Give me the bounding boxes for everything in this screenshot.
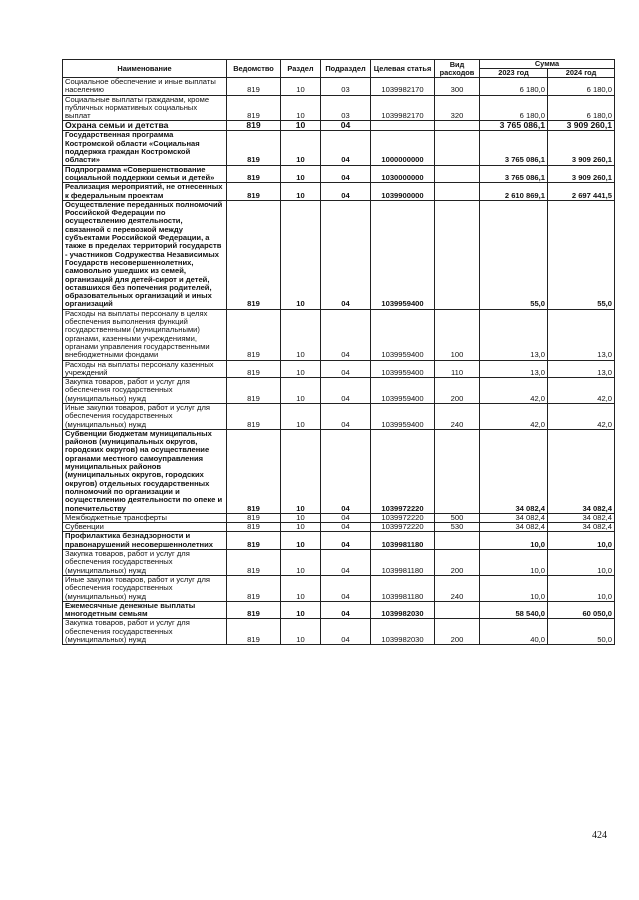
cell-razd: 10 xyxy=(281,200,321,309)
cell-razd: 10 xyxy=(281,575,321,601)
cell-y2024: 50,0 xyxy=(548,619,615,645)
cell-name: Расходы на выплаты персоналу казенных учреждений xyxy=(63,360,227,378)
cell-y2024: 60 050,0 xyxy=(548,601,615,619)
cell-vr: 110 xyxy=(435,360,480,378)
cell-vr xyxy=(435,121,480,131)
table-row xyxy=(63,309,615,360)
cell-cs: 1039959400 xyxy=(371,360,435,378)
cell-ved: 819 xyxy=(227,575,281,601)
cell-name: Ежемесячные денежные выплаты многодетным семьям xyxy=(63,601,227,619)
cell-name: Охрана семьи и детства xyxy=(63,121,227,131)
header-summa: Сумма xyxy=(480,60,615,69)
cell-cs: 1039972220 xyxy=(371,523,435,532)
cell-razd: 10 xyxy=(281,131,321,165)
table-row xyxy=(63,200,615,309)
cell-podr: 04 xyxy=(321,309,371,360)
cell-cs: 1039959400 xyxy=(371,200,435,309)
cell-y2023: 3 765 086,1 xyxy=(480,131,548,165)
table-row xyxy=(63,575,615,601)
cell-name: Подпрограмма «Совершенствование социальной поддержки семьи и детей» xyxy=(63,165,227,183)
cell-y2024: 42,0 xyxy=(548,378,615,404)
cell-ved: 819 xyxy=(227,513,281,522)
cell-ved: 819 xyxy=(227,550,281,576)
cell-cs xyxy=(371,121,435,131)
cell-vr: 200 xyxy=(435,619,480,645)
cell-y2023: 10,0 xyxy=(480,575,548,601)
cell-razd: 10 xyxy=(281,183,321,201)
cell-vr xyxy=(435,532,480,550)
cell-y2024: 13,0 xyxy=(548,309,615,360)
cell-razd: 10 xyxy=(281,309,321,360)
cell-razd: 10 xyxy=(281,78,321,96)
cell-ved: 819 xyxy=(227,403,281,429)
cell-cs: 1039959400 xyxy=(371,378,435,404)
cell-cs: 1039959400 xyxy=(371,309,435,360)
cell-vr: 240 xyxy=(435,575,480,601)
cell-y2023: 42,0 xyxy=(480,378,548,404)
cell-vr: 300 xyxy=(435,78,480,96)
cell-razd: 10 xyxy=(281,532,321,550)
table-row xyxy=(63,121,615,131)
cell-razd: 10 xyxy=(281,550,321,576)
cell-vr xyxy=(435,200,480,309)
cell-name: Реализация мероприятий, не отнесенных к федеральным проектам xyxy=(63,183,227,201)
cell-vr: 530 xyxy=(435,523,480,532)
cell-ved: 819 xyxy=(227,523,281,532)
cell-vr: 240 xyxy=(435,403,480,429)
cell-ved: 819 xyxy=(227,131,281,165)
table-row xyxy=(63,429,615,513)
cell-podr: 04 xyxy=(321,575,371,601)
cell-y2023: 34 082,4 xyxy=(480,523,548,532)
cell-y2024: 3 909 260,1 xyxy=(548,131,615,165)
cell-y2024: 10,0 xyxy=(548,575,615,601)
cell-podr: 04 xyxy=(321,601,371,619)
cell-podr: 04 xyxy=(321,121,371,131)
cell-podr: 04 xyxy=(321,619,371,645)
cell-podr: 04 xyxy=(321,429,371,513)
header-razdel: Раздел xyxy=(281,60,321,78)
table-row xyxy=(63,165,615,183)
cell-vr: 200 xyxy=(435,378,480,404)
cell-cs: 1039959400 xyxy=(371,403,435,429)
cell-podr: 04 xyxy=(321,360,371,378)
cell-podr: 04 xyxy=(321,513,371,522)
header-name: Наименование xyxy=(63,60,227,78)
table-row xyxy=(63,78,615,96)
cell-podr: 04 xyxy=(321,550,371,576)
cell-y2024: 6 180,0 xyxy=(548,95,615,121)
cell-y2024: 10,0 xyxy=(548,532,615,550)
cell-ved: 819 xyxy=(227,532,281,550)
cell-y2023: 6 180,0 xyxy=(480,78,548,96)
cell-y2024: 3 909 260,1 xyxy=(548,121,615,131)
table-row xyxy=(63,532,615,550)
cell-podr: 04 xyxy=(321,131,371,165)
header-vid: Вид расходов xyxy=(435,60,480,78)
cell-cs: 1039981180 xyxy=(371,532,435,550)
cell-y2023: 10,0 xyxy=(480,550,548,576)
cell-podr: 04 xyxy=(321,403,371,429)
cell-name: Закупка товаров, работ и услуг для обеспечения государственных (муниципальных) нужд xyxy=(63,619,227,645)
cell-y2024: 42,0 xyxy=(548,403,615,429)
cell-podr: 04 xyxy=(321,378,371,404)
cell-razd: 10 xyxy=(281,165,321,183)
cell-y2023: 13,0 xyxy=(480,360,548,378)
cell-cs: 1039982170 xyxy=(371,78,435,96)
cell-y2023: 2 610 869,1 xyxy=(480,183,548,201)
cell-y2023: 40,0 xyxy=(480,619,548,645)
table-row xyxy=(63,619,615,645)
cell-podr: 04 xyxy=(321,523,371,532)
cell-y2024: 13,0 xyxy=(548,360,615,378)
table-row xyxy=(63,183,615,201)
cell-razd: 10 xyxy=(281,619,321,645)
cell-ved: 819 xyxy=(227,378,281,404)
cell-name: Иные закупки товаров, работ и услуг для обеспечения государственных (муниципальных) нужд xyxy=(63,403,227,429)
cell-y2023: 34 082,4 xyxy=(480,429,548,513)
cell-vr: 100 xyxy=(435,309,480,360)
cell-razd: 10 xyxy=(281,523,321,532)
cell-name: Государственная программа Костромской области «Социальная поддержка граждан Костромской области» xyxy=(63,131,227,165)
budget-table xyxy=(62,59,615,645)
cell-y2023: 6 180,0 xyxy=(480,95,548,121)
header-year-2024: 2024 год xyxy=(548,69,615,78)
cell-name: Закупка товаров, работ и услуг для обеспечения государственных (муниципальных) нужд xyxy=(63,378,227,404)
cell-name: Субвенции бюджетам муниципальных районов (муниципальных округов, городских округов) на осуществление органами местного самоуправления муниципальных районов (муниципальных округов, городских округов) отдельных государственных полномочий по организации и осуществлению деятельности по опеке и попечительству xyxy=(63,429,227,513)
cell-name: Иные закупки товаров, работ и услуг для обеспечения государственных (муниципальных) нужд xyxy=(63,575,227,601)
cell-ved: 819 xyxy=(227,95,281,121)
cell-cs: 1030000000 xyxy=(371,165,435,183)
table-row xyxy=(63,378,615,404)
cell-cs: 1000000000 xyxy=(371,131,435,165)
table-row xyxy=(63,550,615,576)
cell-razd: 10 xyxy=(281,429,321,513)
header-podrazdel: Подраздел xyxy=(321,60,371,78)
cell-vr xyxy=(435,601,480,619)
cell-y2023: 55,0 xyxy=(480,200,548,309)
cell-name: Осуществление переданных полномочий Российской Федерации по осуществлению деятельности, связанной с перевозкой между субъектами Российской Федерации, а также в пределах территорий государств - участников Содружества Независимых Государств несовершеннолетних, самовольно ушедших из семей, организаций для детей-сирот и детей, оставшихся без попечения родителей, образовательных организаций и иных организаций xyxy=(63,200,227,309)
cell-vr: 320 xyxy=(435,95,480,121)
cell-cs: 1039982030 xyxy=(371,619,435,645)
table-body xyxy=(63,78,615,645)
cell-podr: 04 xyxy=(321,200,371,309)
cell-name: Закупка товаров, работ и услуг для обеспечения государственных (муниципальных) нужд xyxy=(63,550,227,576)
cell-ved: 819 xyxy=(227,601,281,619)
cell-name: Межбюджетные трансферты xyxy=(63,513,227,522)
cell-razd: 10 xyxy=(281,403,321,429)
cell-podr: 04 xyxy=(321,532,371,550)
cell-ved: 819 xyxy=(227,165,281,183)
cell-ved: 819 xyxy=(227,121,281,131)
cell-ved: 819 xyxy=(227,78,281,96)
cell-ved: 819 xyxy=(227,360,281,378)
cell-razd: 10 xyxy=(281,601,321,619)
cell-y2023: 34 082,4 xyxy=(480,513,548,522)
table-row xyxy=(63,95,615,121)
header-vedomstvo: Ведомство xyxy=(227,60,281,78)
cell-y2024: 34 082,4 xyxy=(548,513,615,522)
cell-cs: 1039982170 xyxy=(371,95,435,121)
cell-y2023: 42,0 xyxy=(480,403,548,429)
cell-y2023: 3 765 086,1 xyxy=(480,165,548,183)
page-number: 424 xyxy=(592,830,607,841)
cell-ved: 819 xyxy=(227,183,281,201)
cell-y2023: 13,0 xyxy=(480,309,548,360)
cell-y2024: 10,0 xyxy=(548,550,615,576)
cell-ved: 819 xyxy=(227,309,281,360)
cell-ved: 819 xyxy=(227,429,281,513)
table-row xyxy=(63,360,615,378)
cell-cs: 1039981180 xyxy=(371,575,435,601)
header-year-2023: 2023 год xyxy=(480,69,548,78)
cell-vr xyxy=(435,165,480,183)
cell-podr: 03 xyxy=(321,78,371,96)
cell-vr: 200 xyxy=(435,550,480,576)
cell-y2024: 34 082,4 xyxy=(548,429,615,513)
table-row xyxy=(63,601,615,619)
cell-vr xyxy=(435,429,480,513)
cell-vr xyxy=(435,131,480,165)
cell-razd: 10 xyxy=(281,360,321,378)
cell-name: Профилактика безнадзорности и правонарушений несовершеннолетних xyxy=(63,532,227,550)
cell-podr: 03 xyxy=(321,95,371,121)
cell-vr: 500 xyxy=(435,513,480,522)
table-row xyxy=(63,403,615,429)
table-row xyxy=(63,131,615,165)
cell-razd: 10 xyxy=(281,95,321,121)
cell-y2023: 3 765 086,1 xyxy=(480,121,548,131)
cell-podr: 04 xyxy=(321,165,371,183)
cell-y2023: 58 540,0 xyxy=(480,601,548,619)
cell-podr: 04 xyxy=(321,183,371,201)
cell-cs: 1039982030 xyxy=(371,601,435,619)
table-header xyxy=(63,60,615,78)
cell-y2024: 55,0 xyxy=(548,200,615,309)
cell-razd: 10 xyxy=(281,121,321,131)
cell-name: Социальные выплаты гражданам, кроме публичных нормативных социальных выплат xyxy=(63,95,227,121)
cell-cs: 1039900000 xyxy=(371,183,435,201)
cell-razd: 10 xyxy=(281,513,321,522)
cell-razd: 10 xyxy=(281,378,321,404)
header-target: Целевая статья xyxy=(371,60,435,78)
cell-y2024: 3 909 260,1 xyxy=(548,165,615,183)
cell-y2023: 10,0 xyxy=(480,532,548,550)
cell-cs: 1039972220 xyxy=(371,429,435,513)
cell-vr xyxy=(435,183,480,201)
cell-y2024: 6 180,0 xyxy=(548,78,615,96)
cell-ved: 819 xyxy=(227,200,281,309)
cell-name: Расходы на выплаты персоналу в целях обеспечения выполнения функций государственными (муниципальными) органами, казенными учреждениями, органами управления государственными внебюджетными фондами xyxy=(63,309,227,360)
cell-name: Субвенции xyxy=(63,523,227,532)
cell-y2024: 34 082,4 xyxy=(548,523,615,532)
cell-y2024: 2 697 441,5 xyxy=(548,183,615,201)
cell-name: Социальное обеспечение и иные выплаты населению xyxy=(63,78,227,96)
cell-cs: 1039972220 xyxy=(371,513,435,522)
cell-ved: 819 xyxy=(227,619,281,645)
cell-cs: 1039981180 xyxy=(371,550,435,576)
